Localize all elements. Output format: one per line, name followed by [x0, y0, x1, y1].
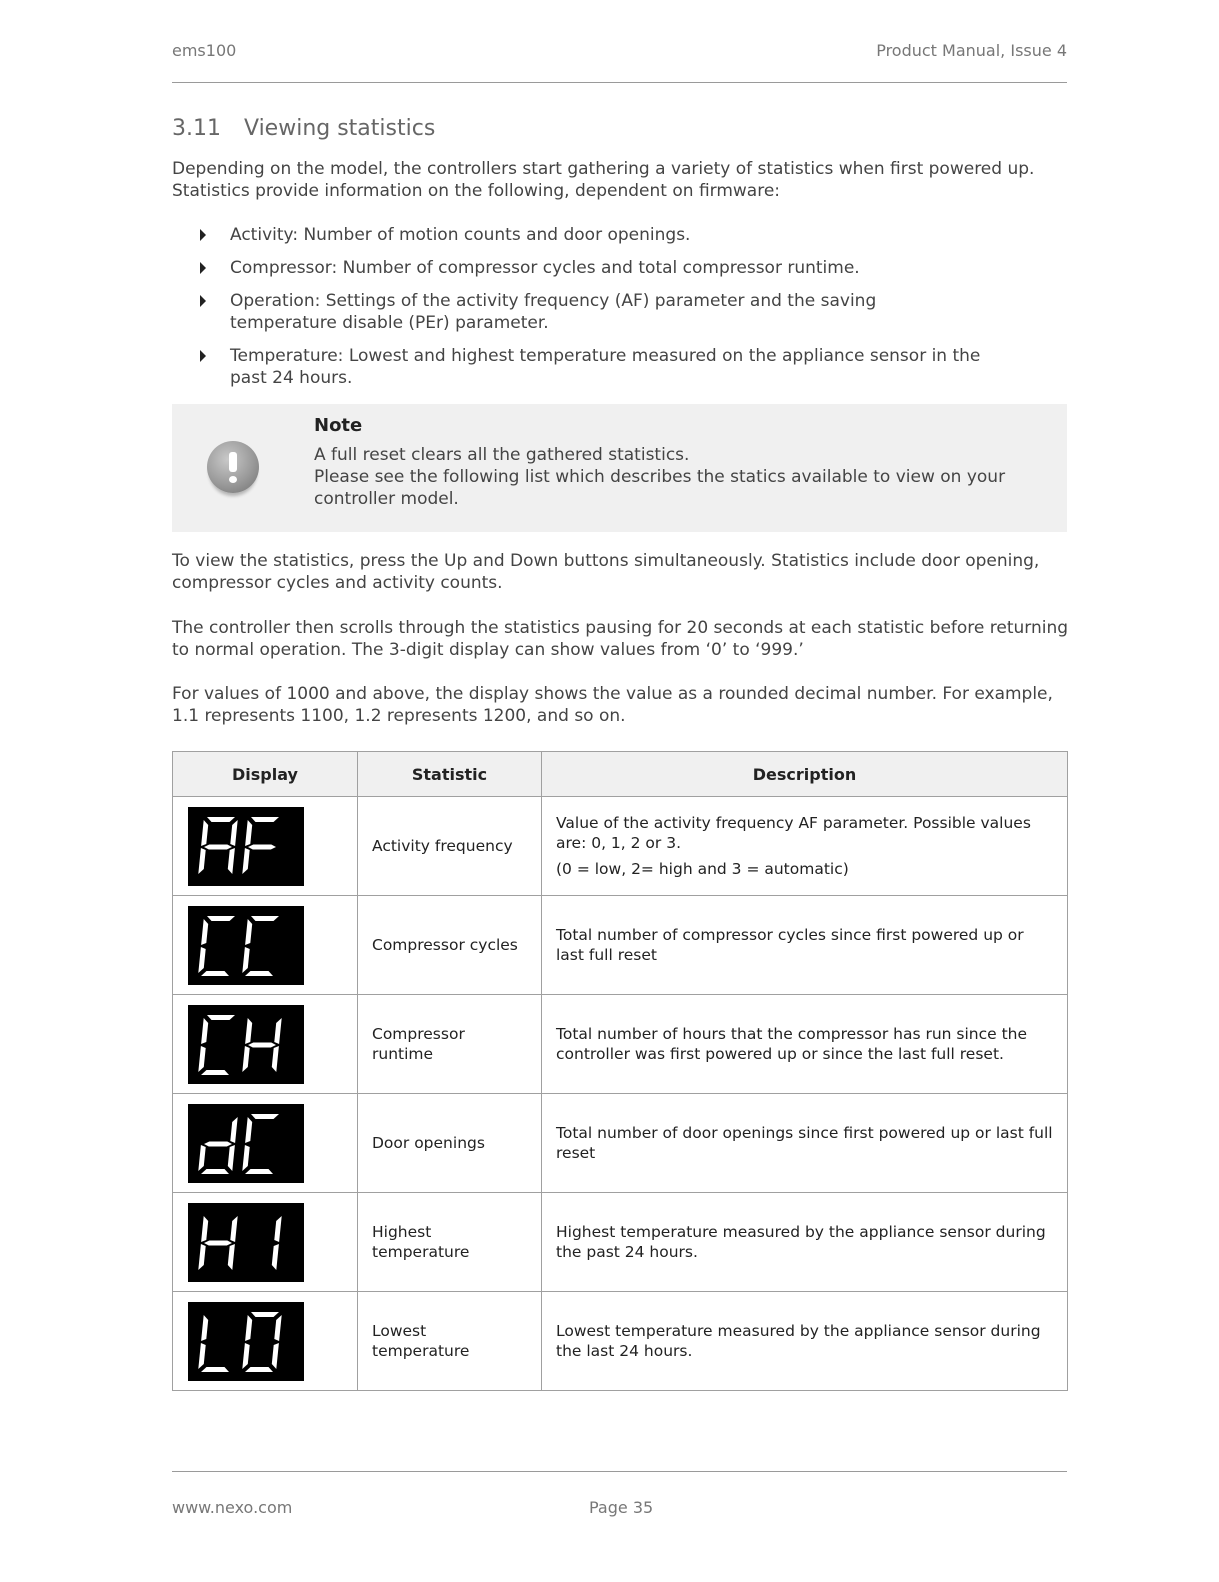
lcd-segment [274, 1018, 281, 1044]
display-cell [173, 1193, 358, 1292]
lcd-segment [251, 1114, 279, 1119]
seven-segment-display [188, 906, 304, 985]
note-box [172, 404, 1067, 532]
section-number: 3.11 [172, 116, 221, 141]
lcd-segment [245, 1117, 252, 1143]
lcd-segment [201, 820, 208, 846]
table-row [173, 1193, 1068, 1292]
lcd-segment [251, 916, 279, 921]
header-product-name: ems100 [172, 41, 237, 60]
lcd-segment [198, 1244, 205, 1270]
footer-divider [172, 1471, 1067, 1472]
lcd-segment [251, 1312, 279, 1317]
statistic-cell: Activity frequency [358, 797, 542, 896]
lcd-character-H [198, 1216, 237, 1270]
warning-icon [207, 441, 259, 493]
lcd-segment [245, 1315, 252, 1341]
lcd-segment [230, 1117, 237, 1143]
lcd-segment [248, 1042, 276, 1047]
lcd-character-C [242, 1114, 279, 1174]
statistics-table [172, 751, 1068, 1391]
description-cell: Total number of compressor cycles since first powered up or last full reset [542, 896, 1068, 995]
table-row [173, 896, 1068, 995]
lcd-segment [207, 916, 235, 921]
lcd-character-L [198, 1315, 229, 1372]
lcd-segment [204, 1240, 232, 1245]
section-title [172, 116, 435, 141]
lcd-segment [228, 1244, 235, 1270]
display-cell [173, 1292, 358, 1391]
column-header-statistic: Statistic [358, 752, 542, 797]
bullet-item-activity: Activity: Number of motion counts and door openings. [172, 224, 1067, 246]
lcd-segment [245, 820, 252, 846]
note-line: A full reset clears all the gathered statistics. [314, 445, 690, 465]
description-cell: Total number of hours that the compressor has run since the controller was first powered up or since the last full reset. [542, 995, 1068, 1094]
section-heading: Viewing statistics [244, 116, 436, 141]
description-cell: Total number of door openings since first powered up or last full reset [542, 1094, 1068, 1193]
display-cell [173, 896, 358, 995]
lcd-segment [198, 1046, 205, 1072]
lcd-segment [242, 1046, 249, 1072]
statistics-bullet-list [172, 224, 1067, 400]
lcd-segment [272, 1343, 279, 1369]
lcd-segment [274, 1216, 281, 1242]
lcd-segment [272, 1244, 279, 1270]
paragraph-view-statistics: To view the statistics, press the Up and Down buttons simultaneously. Statistics include door opening, compressor cycles and activity counts. [172, 551, 1040, 593]
column-header-display: Display [173, 752, 358, 797]
lcd-display [188, 807, 304, 886]
lcd-segment [198, 1343, 205, 1369]
lcd-segment [248, 844, 276, 849]
header-manual-issue: Product Manual, Issue 4 [876, 41, 1067, 60]
bullet-item-compressor: Compressor: Number of compressor cycles and total compressor runtime. [172, 257, 1067, 279]
bullet-arrow-icon [200, 229, 206, 241]
lcd-segment [207, 1015, 235, 1020]
statistic-cell: Compressor runtime [358, 995, 542, 1094]
statistic-cell: Door openings [358, 1094, 542, 1193]
seven-segment-display [188, 1005, 304, 1084]
seven-segment-display [188, 1104, 304, 1183]
lcd-segment [230, 1216, 237, 1242]
seven-segment-display [188, 807, 304, 886]
display-cell [173, 1094, 358, 1193]
table-row [173, 1094, 1068, 1193]
lcd-segment [272, 1046, 279, 1072]
lcd-character-H [242, 1018, 281, 1072]
header-divider [172, 82, 1067, 83]
lcd-segment [201, 1070, 229, 1075]
lcd-segment [245, 1169, 273, 1174]
bullet-item-operation: Operation: Settings of the activity frequency (AF) parameter and the saving temperature disable (PEr) parameter. [172, 290, 1067, 334]
statistic-cell: Lowest temperature [358, 1292, 542, 1391]
lcd-segment [242, 1145, 249, 1171]
intro-paragraph: Depending on the model, the controllers start gathering a variety of statistics when first powered up. Statistics provide information on the following, dependent on firmware: [172, 159, 1035, 201]
lcd-segment [201, 919, 208, 945]
bullet-arrow-icon [200, 295, 206, 307]
lcd-segment [201, 1169, 229, 1174]
footer-website: www.nexo.com [172, 1498, 293, 1517]
lcd-segment [245, 971, 273, 976]
note-line: Please see the following list which describes the statics available to view on your controller model. [314, 467, 1006, 509]
lcd-display [188, 1104, 304, 1183]
paragraph-rounded-values: For values of 1000 and above, the display shows the value as a rounded decimal number. For example, 1.1 represents 1100, 1.2 represents 1200, and so on. [172, 684, 1053, 726]
lcd-segment [204, 1141, 232, 1146]
lcd-character-C [198, 1015, 235, 1075]
lcd-display [188, 906, 304, 985]
lcd-segment [198, 947, 205, 973]
display-cell [173, 797, 358, 896]
lcd-segment [204, 844, 232, 849]
lcd-segment [201, 1018, 208, 1044]
bullet-arrow-icon [200, 350, 206, 362]
lcd-segment [198, 848, 205, 874]
table-header-row [173, 752, 1068, 797]
lcd-segment [242, 848, 249, 874]
lcd-segment [201, 971, 229, 976]
table-row [173, 995, 1068, 1094]
note-text [314, 444, 1034, 510]
lcd-segment [242, 947, 249, 973]
lcd-segment [242, 1343, 249, 1369]
lcd-character-1 [272, 1216, 282, 1270]
lcd-segment [245, 919, 252, 945]
table-row [173, 797, 1068, 896]
lcd-segment [207, 817, 235, 822]
lcd-segment [245, 1018, 252, 1044]
seven-segment-display [188, 1203, 304, 1282]
note-title: Note [314, 415, 363, 436]
bullet-arrow-icon [200, 262, 206, 274]
lcd-segment [245, 1367, 273, 1372]
lcd-segment [251, 817, 279, 822]
description-cell: Value of the activity frequency AF parameter. Possible values are: 0, 1, 2 or 3. (0 = low, 2= high and 3 = automatic) [542, 797, 1068, 896]
display-cell [173, 995, 358, 1094]
description-cell: Lowest temperature measured by the appliance sensor during the last 24 hours. [542, 1292, 1068, 1391]
lcd-character-A [198, 817, 237, 874]
lcd-segment [274, 1315, 281, 1341]
lcd-character-d [198, 1117, 237, 1174]
lcd-character-C [198, 916, 235, 976]
paragraph-scrolling: The controller then scrolls through the statistics pausing for 20 seconds at each statistic before returning to normal operation. The 3-digit display can show values from ‘0’ to ‘999.’ [172, 618, 1069, 660]
statistic-cell: Compressor cycles [358, 896, 542, 995]
column-header-description: Description [542, 752, 1068, 797]
lcd-segment [201, 1315, 208, 1341]
lcd-segment [228, 1145, 235, 1171]
lcd-segment [198, 1145, 205, 1171]
lcd-segment [230, 820, 237, 846]
footer-page-number: Page 35 [589, 1498, 654, 1517]
lcd-display [188, 1203, 304, 1282]
lcd-display [188, 1005, 304, 1084]
lcd-segment [201, 1216, 208, 1242]
description-cell: Highest temperature measured by the appliance sensor during the past 24 hours. [542, 1193, 1068, 1292]
table-row [173, 1292, 1068, 1391]
lcd-character-F [242, 817, 279, 874]
seven-segment-display [188, 1302, 304, 1381]
bullet-item-temperature: Temperature: Lowest and highest temperature measured on the appliance sensor in the past 24 hours. [172, 345, 1067, 389]
lcd-segment [201, 1367, 229, 1372]
lcd-segment [228, 848, 235, 874]
lcd-display [188, 1302, 304, 1381]
statistic-cell: Highest temperature [358, 1193, 542, 1292]
lcd-character-C [242, 916, 279, 976]
lcd-character-0 [242, 1312, 281, 1372]
